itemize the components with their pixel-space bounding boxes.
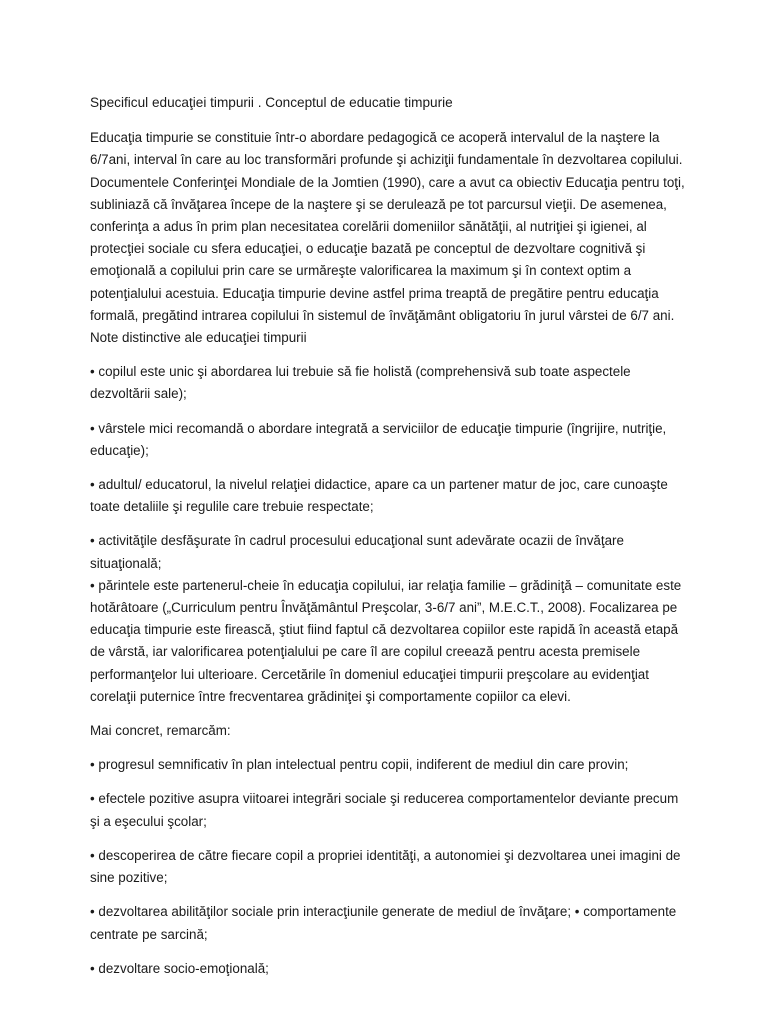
document-body (90, 92, 690, 992)
concrete-item: • dezvoltarea abilităţilor sociale prin interacţiunile generate de mediul de învăţare; • comportamente centrate pe sarcină; (90, 904, 677, 942)
bullet-item: • vârstele mici recomandă o abordare integrată a serviciilor de educaţie timpurie (îngrijire, nutriţie, educaţie); (90, 420, 667, 458)
intro-paragraph (90, 127, 690, 349)
notes-heading: Note distinctive ale educaţiei timpurii (90, 330, 307, 346)
concrete-item: • progresul semnificativ în plan intelectual pentru copii, indiferent de mediul din care provin; (90, 757, 629, 773)
bullet-item: • activităţile desfăşurate în cadrul procesului educaţional sunt adevărate ocazii de învăţare situaţională; (90, 533, 624, 571)
concrete-heading: Mai concret, remarcăm: (90, 723, 231, 739)
concrete-item: • descoperirea de către fiecare copil a propriei identităţi, a autonomiei şi dezvoltarea unei imagini de sine pozitive; (90, 847, 681, 886)
bullet-item: • adultul/ educatorul, la nivelul relaţiei didactice, apare ca un partener matur de joc, care cunoaşte toate detaliile şi regulile care trebuie respectate; (90, 477, 668, 515)
bullet-item: • copilul este unic şi abordarea lui trebuie să fie holistă (comprehensivă sub toate aspectele dezvoltării sale); (90, 364, 631, 402)
concrete-item: • efectele pozitive asupra viitoarei integrări sociale şi reducerea comportamentelor deviante precum şi a eşecului şcolar; (90, 791, 679, 829)
intro-text: Educaţia timpurie se constituie într-o abordare pedagogică ce acoperă intervalul de la naştere la 6/7ani, interval în care au loc transformări profunde şi achiziţii fundamentale în dezvoltarea copilului. Documentele Conferinţei Mondiale de la Jomtien (1990), care a avut ca obiectiv Educaţia pentru toţi, subliniază că învăţarea începe de la naştere şi se derulează pe tot parcursul vieţii. De asemenea, conferinţa a adus în prim plan necesitatea corelării domeniilor sănătăţii, al nutriţiei şi igienei, al protecţiei sociale cu sfera educaţiei, o educaţie bazată pe conceptul de dezvoltare cognitivă şi emoţională a copilului prin care se urmăreşte valorificarea la maximum şi în context optim a potenţialului acestuia. Educaţia timpurie devine astfel prima treaptă de pregătire pentru educaţia formală, pregătind intrarea copilului în sistemul de învăţământ obligatoriu în jurul vârstei de 6/7 ani. (90, 130, 685, 323)
bullet-item: • părintele este partenerul-cheie în educaţia copilului, iar relaţia familie – grădiniţă – comunitate este hotărâtoare („Curriculum pentru Învăţământul Preşcolar, 3-6/7 ani”, M.E.C.T., 2008). Focalizarea pe educaţia timpurie este firească, ştiut fiind faptul că dezvoltarea copiilor este rapidă în această etapă de vârstă, iar valorificarea potenţialului pe care îl are copilul creează pentru acesta premisele performanţelor lui ulterioare. Cercetările în domeniul educaţiei timpurii preşcolare au evidenţiat corelaţii puternice între frecventarea grădiniţei şi comportamente copiilor ca elevi. (90, 577, 682, 704)
concrete-item: • dezvoltare socio-emoţională; (90, 960, 269, 976)
document-title: Specificul educaţiei timpurii . Conceptul de educatie timpurie (90, 95, 453, 110)
bullet-group (90, 530, 690, 708)
